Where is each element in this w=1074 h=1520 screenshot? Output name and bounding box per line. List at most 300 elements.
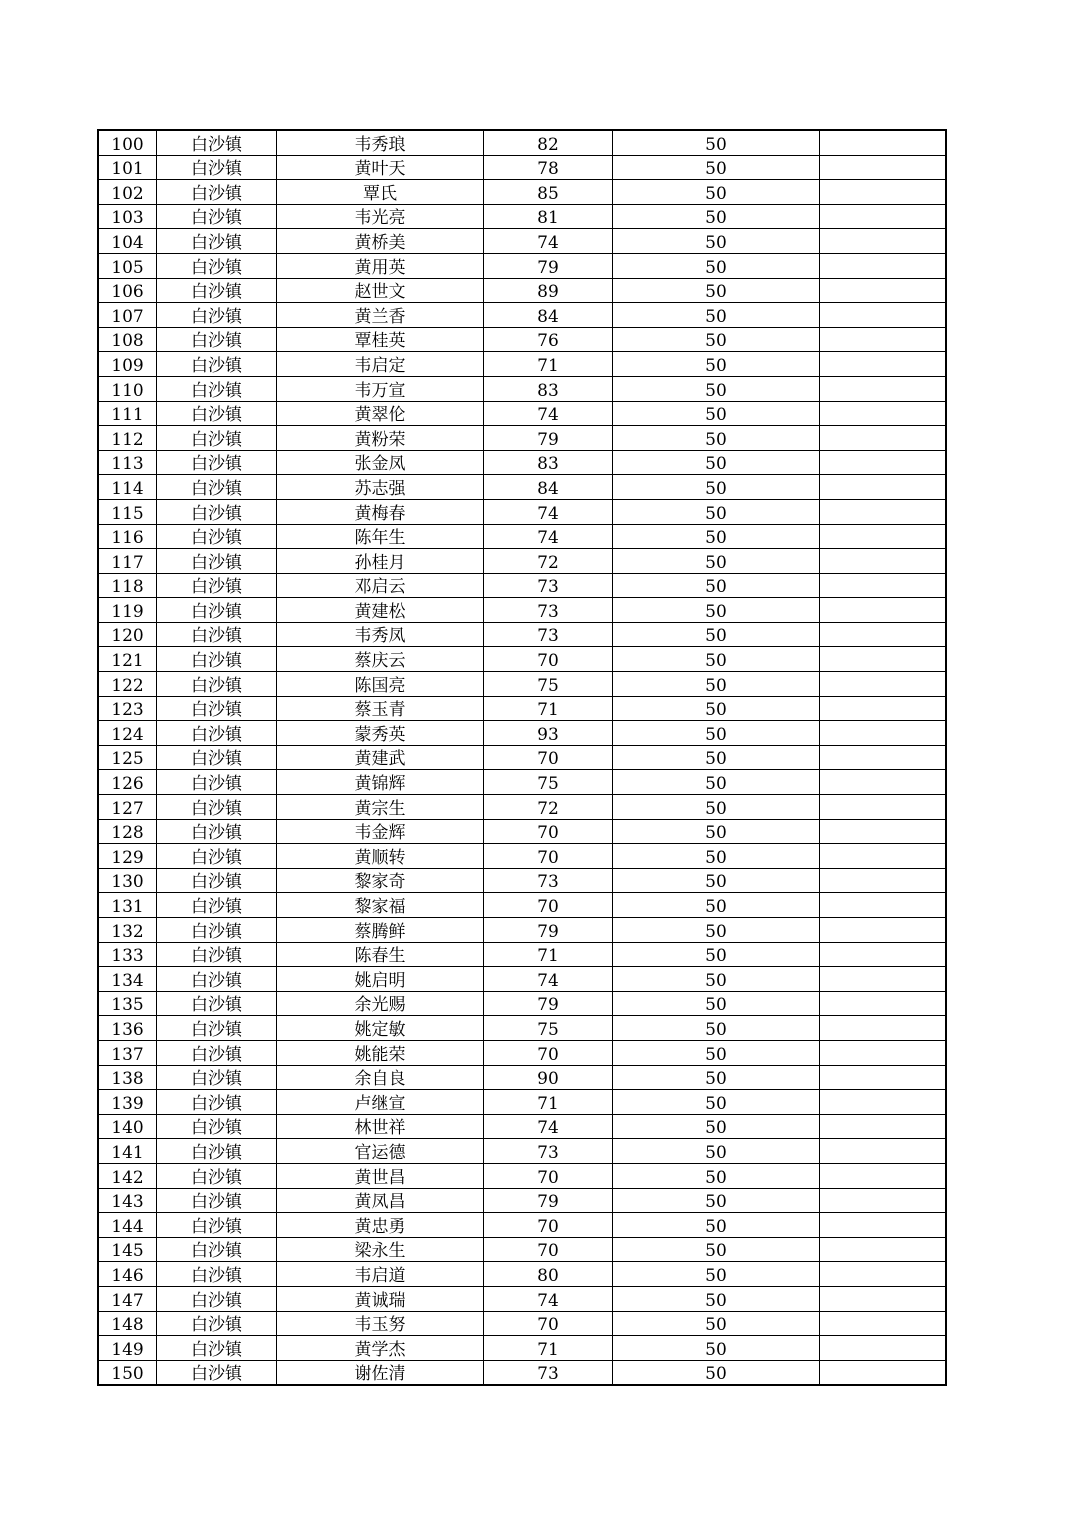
town-cell: 白沙镇 xyxy=(157,844,277,869)
row-number-cell: 149 xyxy=(98,1336,157,1361)
amount-cell: 50 xyxy=(613,1213,820,1238)
name-cell: 黎家福 xyxy=(277,893,484,918)
age-cell: 71 xyxy=(484,352,613,377)
age-cell: 81 xyxy=(484,204,613,229)
row-number-cell: 113 xyxy=(98,450,157,475)
row-number-cell: 107 xyxy=(98,303,157,328)
amount-cell: 50 xyxy=(613,696,820,721)
age-cell: 79 xyxy=(484,1188,613,1213)
table-row xyxy=(98,450,946,475)
name-cell: 覃桂英 xyxy=(277,327,484,352)
name-cell: 余光赐 xyxy=(277,991,484,1016)
amount-cell: 50 xyxy=(613,1188,820,1213)
note-cell xyxy=(820,770,947,795)
name-cell: 黄建松 xyxy=(277,598,484,623)
age-cell: 70 xyxy=(484,1237,613,1262)
age-cell: 75 xyxy=(484,770,613,795)
table-row xyxy=(98,1262,946,1287)
age-cell: 70 xyxy=(484,1040,613,1065)
amount-cell: 50 xyxy=(613,1139,820,1164)
amount-cell: 50 xyxy=(613,1065,820,1090)
town-cell: 白沙镇 xyxy=(157,303,277,328)
row-number-cell: 104 xyxy=(98,229,157,254)
row-number-cell: 120 xyxy=(98,622,157,647)
town-cell: 白沙镇 xyxy=(157,942,277,967)
row-number-cell: 135 xyxy=(98,991,157,1016)
age-cell: 78 xyxy=(484,155,613,180)
note-cell xyxy=(820,745,947,770)
row-number-cell: 117 xyxy=(98,549,157,574)
note-cell xyxy=(820,942,947,967)
amount-cell: 50 xyxy=(613,524,820,549)
town-cell: 白沙镇 xyxy=(157,155,277,180)
amount-cell: 50 xyxy=(613,450,820,475)
amount-cell: 50 xyxy=(613,819,820,844)
row-number-cell: 146 xyxy=(98,1262,157,1287)
age-cell: 74 xyxy=(484,499,613,524)
table-row xyxy=(98,721,946,746)
row-number-cell: 125 xyxy=(98,745,157,770)
table-row xyxy=(98,1336,946,1361)
row-number-cell: 115 xyxy=(98,499,157,524)
amount-cell: 50 xyxy=(613,868,820,893)
age-cell: 89 xyxy=(484,278,613,303)
town-cell: 白沙镇 xyxy=(157,1139,277,1164)
row-number-cell: 105 xyxy=(98,253,157,278)
name-cell: 黄世昌 xyxy=(277,1163,484,1188)
table-row xyxy=(98,204,946,229)
amount-cell: 50 xyxy=(613,303,820,328)
note-cell xyxy=(820,376,947,401)
note-cell xyxy=(820,1090,947,1115)
town-cell: 白沙镇 xyxy=(157,819,277,844)
amount-cell: 50 xyxy=(613,967,820,992)
table-row xyxy=(98,229,946,254)
town-cell: 白沙镇 xyxy=(157,450,277,475)
note-cell xyxy=(820,180,947,205)
table-row xyxy=(98,967,946,992)
row-number-cell: 109 xyxy=(98,352,157,377)
name-cell: 蔡玉青 xyxy=(277,696,484,721)
name-cell: 黄用英 xyxy=(277,253,484,278)
age-cell: 74 xyxy=(484,1286,613,1311)
age-cell: 71 xyxy=(484,696,613,721)
table-row xyxy=(98,303,946,328)
table-row xyxy=(98,426,946,451)
age-cell: 82 xyxy=(484,130,613,155)
amount-cell: 50 xyxy=(613,229,820,254)
town-cell: 白沙镇 xyxy=(157,745,277,770)
amount-cell: 50 xyxy=(613,204,820,229)
town-cell: 白沙镇 xyxy=(157,1336,277,1361)
table-row xyxy=(98,1016,946,1041)
name-cell: 黄学杰 xyxy=(277,1336,484,1361)
amount-cell: 50 xyxy=(613,1114,820,1139)
table-row xyxy=(98,573,946,598)
table-row xyxy=(98,1090,946,1115)
amount-cell: 50 xyxy=(613,376,820,401)
table-row xyxy=(98,376,946,401)
table-row xyxy=(98,499,946,524)
row-number-cell: 122 xyxy=(98,672,157,697)
note-cell xyxy=(820,352,947,377)
note-cell xyxy=(820,155,947,180)
table-row xyxy=(98,327,946,352)
table-row xyxy=(98,622,946,647)
name-cell: 姚启明 xyxy=(277,967,484,992)
note-cell xyxy=(820,1065,947,1090)
age-cell: 76 xyxy=(484,327,613,352)
row-number-cell: 126 xyxy=(98,770,157,795)
name-cell: 黄桥美 xyxy=(277,229,484,254)
note-cell xyxy=(820,1016,947,1041)
age-cell: 70 xyxy=(484,844,613,869)
town-cell: 白沙镇 xyxy=(157,204,277,229)
amount-cell: 50 xyxy=(613,1090,820,1115)
note-cell xyxy=(820,1213,947,1238)
age-cell: 74 xyxy=(484,401,613,426)
town-cell: 白沙镇 xyxy=(157,549,277,574)
table-row xyxy=(98,352,946,377)
town-cell: 白沙镇 xyxy=(157,1286,277,1311)
age-cell: 75 xyxy=(484,672,613,697)
note-cell xyxy=(820,1139,947,1164)
note-cell xyxy=(820,549,947,574)
amount-cell: 50 xyxy=(613,1286,820,1311)
note-cell xyxy=(820,426,947,451)
age-cell: 72 xyxy=(484,549,613,574)
name-cell: 黄梅春 xyxy=(277,499,484,524)
note-cell xyxy=(820,130,947,155)
amount-cell: 50 xyxy=(613,130,820,155)
table-row xyxy=(98,1139,946,1164)
town-cell: 白沙镇 xyxy=(157,721,277,746)
age-cell: 74 xyxy=(484,967,613,992)
table-row xyxy=(98,1114,946,1139)
note-cell xyxy=(820,598,947,623)
amount-cell: 50 xyxy=(613,155,820,180)
name-cell: 张金凤 xyxy=(277,450,484,475)
table-row xyxy=(98,918,946,943)
amount-cell: 50 xyxy=(613,499,820,524)
age-cell: 73 xyxy=(484,573,613,598)
table-row xyxy=(98,1040,946,1065)
town-cell: 白沙镇 xyxy=(157,696,277,721)
note-cell xyxy=(820,868,947,893)
row-number-cell: 141 xyxy=(98,1139,157,1164)
age-cell: 93 xyxy=(484,721,613,746)
row-number-cell: 134 xyxy=(98,967,157,992)
table-row xyxy=(98,475,946,500)
age-cell: 70 xyxy=(484,893,613,918)
age-cell: 70 xyxy=(484,1163,613,1188)
row-number-cell: 114 xyxy=(98,475,157,500)
amount-cell: 50 xyxy=(613,721,820,746)
note-cell xyxy=(820,573,947,598)
amount-cell: 50 xyxy=(613,893,820,918)
row-number-cell: 139 xyxy=(98,1090,157,1115)
row-number-cell: 101 xyxy=(98,155,157,180)
name-cell: 姚能荣 xyxy=(277,1040,484,1065)
note-cell xyxy=(820,991,947,1016)
row-number-cell: 110 xyxy=(98,376,157,401)
note-cell xyxy=(820,918,947,943)
table-row xyxy=(98,868,946,893)
name-cell: 梁永生 xyxy=(277,1237,484,1262)
name-cell: 黄锦辉 xyxy=(277,770,484,795)
name-cell: 黄翠伦 xyxy=(277,401,484,426)
table-row xyxy=(98,278,946,303)
name-cell: 陈年生 xyxy=(277,524,484,549)
amount-cell: 50 xyxy=(613,745,820,770)
table-row xyxy=(98,770,946,795)
age-cell: 83 xyxy=(484,450,613,475)
row-number-cell: 138 xyxy=(98,1065,157,1090)
name-cell: 黄兰香 xyxy=(277,303,484,328)
table-row xyxy=(98,745,946,770)
name-cell: 韦启定 xyxy=(277,352,484,377)
age-cell: 70 xyxy=(484,647,613,672)
name-cell: 黄建武 xyxy=(277,745,484,770)
table-row xyxy=(98,401,946,426)
amount-cell: 50 xyxy=(613,327,820,352)
note-cell xyxy=(820,696,947,721)
town-cell: 白沙镇 xyxy=(157,622,277,647)
amount-cell: 50 xyxy=(613,573,820,598)
note-cell xyxy=(820,1188,947,1213)
row-number-cell: 116 xyxy=(98,524,157,549)
name-cell: 黄叶天 xyxy=(277,155,484,180)
age-cell: 74 xyxy=(484,1114,613,1139)
table-row xyxy=(98,1311,946,1336)
amount-cell: 50 xyxy=(613,180,820,205)
name-cell: 蔡庆云 xyxy=(277,647,484,672)
name-cell: 赵世文 xyxy=(277,278,484,303)
note-cell xyxy=(820,721,947,746)
row-number-cell: 106 xyxy=(98,278,157,303)
age-cell: 80 xyxy=(484,1262,613,1287)
name-cell: 黄粉荣 xyxy=(277,426,484,451)
table-row xyxy=(98,1286,946,1311)
row-number-cell: 150 xyxy=(98,1360,157,1385)
age-cell: 70 xyxy=(484,1213,613,1238)
amount-cell: 50 xyxy=(613,942,820,967)
town-cell: 白沙镇 xyxy=(157,1360,277,1385)
name-cell: 孙桂月 xyxy=(277,549,484,574)
amount-cell: 50 xyxy=(613,1336,820,1361)
row-number-cell: 132 xyxy=(98,918,157,943)
amount-cell: 50 xyxy=(613,278,820,303)
town-cell: 白沙镇 xyxy=(157,229,277,254)
note-cell xyxy=(820,1311,947,1336)
row-number-cell: 112 xyxy=(98,426,157,451)
town-cell: 白沙镇 xyxy=(157,401,277,426)
table-row xyxy=(98,155,946,180)
row-number-cell: 144 xyxy=(98,1213,157,1238)
name-cell: 韦光亮 xyxy=(277,204,484,229)
note-cell xyxy=(820,1336,947,1361)
town-cell: 白沙镇 xyxy=(157,1163,277,1188)
name-cell: 黄忠勇 xyxy=(277,1213,484,1238)
name-cell: 邓启云 xyxy=(277,573,484,598)
row-number-cell: 111 xyxy=(98,401,157,426)
town-cell: 白沙镇 xyxy=(157,352,277,377)
amount-cell: 50 xyxy=(613,426,820,451)
table-row xyxy=(98,647,946,672)
table-row xyxy=(98,696,946,721)
row-number-cell: 133 xyxy=(98,942,157,967)
table-row xyxy=(98,1237,946,1262)
row-number-cell: 124 xyxy=(98,721,157,746)
amount-cell: 50 xyxy=(613,918,820,943)
note-cell xyxy=(820,1237,947,1262)
table-row xyxy=(98,1065,946,1090)
name-cell: 韦万宣 xyxy=(277,376,484,401)
amount-cell: 50 xyxy=(613,598,820,623)
name-cell: 韦秀凤 xyxy=(277,622,484,647)
name-cell: 蔡腾鲜 xyxy=(277,918,484,943)
table-row xyxy=(98,1163,946,1188)
note-cell xyxy=(820,204,947,229)
age-cell: 83 xyxy=(484,376,613,401)
town-cell: 白沙镇 xyxy=(157,253,277,278)
town-cell: 白沙镇 xyxy=(157,672,277,697)
age-cell: 73 xyxy=(484,622,613,647)
name-cell: 黄顺转 xyxy=(277,844,484,869)
note-cell xyxy=(820,450,947,475)
table-row xyxy=(98,844,946,869)
table-row xyxy=(98,991,946,1016)
amount-cell: 50 xyxy=(613,1163,820,1188)
note-cell xyxy=(820,499,947,524)
row-number-cell: 102 xyxy=(98,180,157,205)
name-cell: 姚定敏 xyxy=(277,1016,484,1041)
age-cell: 84 xyxy=(484,303,613,328)
age-cell: 72 xyxy=(484,795,613,820)
table-row xyxy=(98,180,946,205)
town-cell: 白沙镇 xyxy=(157,1237,277,1262)
table-row xyxy=(98,1213,946,1238)
town-cell: 白沙镇 xyxy=(157,426,277,451)
name-cell: 蒙秀英 xyxy=(277,721,484,746)
age-cell: 79 xyxy=(484,426,613,451)
row-number-cell: 140 xyxy=(98,1114,157,1139)
town-cell: 白沙镇 xyxy=(157,893,277,918)
row-number-cell: 118 xyxy=(98,573,157,598)
amount-cell: 50 xyxy=(613,253,820,278)
row-number-cell: 145 xyxy=(98,1237,157,1262)
name-cell: 苏志强 xyxy=(277,475,484,500)
table-row xyxy=(98,1188,946,1213)
amount-cell: 50 xyxy=(613,1016,820,1041)
amount-cell: 50 xyxy=(613,672,820,697)
note-cell xyxy=(820,622,947,647)
note-cell xyxy=(820,1360,947,1385)
town-cell: 白沙镇 xyxy=(157,1016,277,1041)
age-cell: 73 xyxy=(484,868,613,893)
town-cell: 白沙镇 xyxy=(157,327,277,352)
town-cell: 白沙镇 xyxy=(157,1262,277,1287)
town-cell: 白沙镇 xyxy=(157,130,277,155)
amount-cell: 50 xyxy=(613,795,820,820)
note-cell xyxy=(820,401,947,426)
note-cell xyxy=(820,1262,947,1287)
row-number-cell: 130 xyxy=(98,868,157,893)
town-cell: 白沙镇 xyxy=(157,524,277,549)
table-row xyxy=(98,130,946,155)
age-cell: 79 xyxy=(484,991,613,1016)
note-cell xyxy=(820,795,947,820)
age-cell: 71 xyxy=(484,1090,613,1115)
note-cell xyxy=(820,1040,947,1065)
note-cell xyxy=(820,1286,947,1311)
amount-cell: 50 xyxy=(613,991,820,1016)
row-number-cell: 121 xyxy=(98,647,157,672)
town-cell: 白沙镇 xyxy=(157,573,277,598)
table-row xyxy=(98,1360,946,1385)
note-cell xyxy=(820,672,947,697)
age-cell: 90 xyxy=(484,1065,613,1090)
town-cell: 白沙镇 xyxy=(157,868,277,893)
row-number-cell: 108 xyxy=(98,327,157,352)
amount-cell: 50 xyxy=(613,770,820,795)
town-cell: 白沙镇 xyxy=(157,1188,277,1213)
name-cell: 陈春生 xyxy=(277,942,484,967)
amount-cell: 50 xyxy=(613,1237,820,1262)
town-cell: 白沙镇 xyxy=(157,1040,277,1065)
town-cell: 白沙镇 xyxy=(157,647,277,672)
row-number-cell: 128 xyxy=(98,819,157,844)
row-number-cell: 127 xyxy=(98,795,157,820)
town-cell: 白沙镇 xyxy=(157,1311,277,1336)
age-cell: 71 xyxy=(484,1336,613,1361)
note-cell xyxy=(820,893,947,918)
note-cell xyxy=(820,647,947,672)
age-cell: 71 xyxy=(484,942,613,967)
town-cell: 白沙镇 xyxy=(157,1213,277,1238)
age-cell: 74 xyxy=(484,524,613,549)
age-cell: 70 xyxy=(484,819,613,844)
name-cell: 黄宗生 xyxy=(277,795,484,820)
age-cell: 73 xyxy=(484,598,613,623)
table-row xyxy=(98,253,946,278)
name-cell: 覃氏 xyxy=(277,180,484,205)
name-cell: 韦启道 xyxy=(277,1262,484,1287)
name-cell: 黄凤昌 xyxy=(277,1188,484,1213)
town-cell: 白沙镇 xyxy=(157,180,277,205)
name-cell: 谢佐清 xyxy=(277,1360,484,1385)
note-cell xyxy=(820,844,947,869)
town-cell: 白沙镇 xyxy=(157,770,277,795)
town-cell: 白沙镇 xyxy=(157,475,277,500)
row-number-cell: 103 xyxy=(98,204,157,229)
amount-cell: 50 xyxy=(613,549,820,574)
row-number-cell: 136 xyxy=(98,1016,157,1041)
amount-cell: 50 xyxy=(613,622,820,647)
note-cell xyxy=(820,475,947,500)
town-cell: 白沙镇 xyxy=(157,1065,277,1090)
age-cell: 84 xyxy=(484,475,613,500)
table-row xyxy=(98,893,946,918)
amount-cell: 50 xyxy=(613,475,820,500)
table-row xyxy=(98,942,946,967)
note-cell xyxy=(820,1114,947,1139)
age-cell: 73 xyxy=(484,1139,613,1164)
name-cell: 黎家奇 xyxy=(277,868,484,893)
table-row xyxy=(98,795,946,820)
note-cell xyxy=(820,524,947,549)
note-cell xyxy=(820,327,947,352)
